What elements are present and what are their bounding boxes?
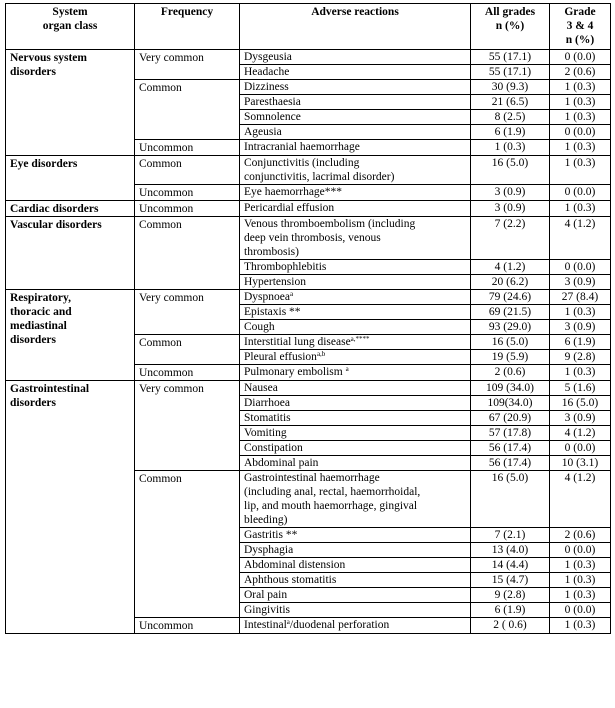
soc-eye-disorders: Eye disorders	[6, 156, 135, 201]
reaction-name: Venous thromboembolism (including deep vein thrombosis, venous thrombosis)	[240, 217, 471, 260]
frequency-cell: Common	[135, 80, 240, 140]
reaction-name: Somnolence	[240, 110, 471, 125]
all-grades-value: 16 (5.0)	[471, 335, 550, 350]
all-grades-value: 16 (5.0)	[471, 471, 550, 528]
all-grades-value: 4 (1.2)	[471, 260, 550, 275]
soc-respiratory-disorders: Respiratory, thoracic and mediastinal disorders	[6, 290, 135, 381]
reaction-name: Thrombophlebitis	[240, 260, 471, 275]
grade34-value: 1 (0.3)	[550, 95, 611, 110]
grade34-value: 27 (8.4)	[550, 290, 611, 305]
grade34-value: 1 (0.3)	[550, 156, 611, 185]
header-all-grades: All grades n (%)	[471, 4, 550, 50]
grade34-value: 3 (0.9)	[550, 411, 611, 426]
grade34-value: 2 (0.6)	[550, 65, 611, 80]
reaction-name: Dizziness	[240, 80, 471, 95]
header-frequency: Frequency	[135, 4, 240, 50]
grade34-value: 0 (0.0)	[550, 603, 611, 618]
grade34-value: 1 (0.3)	[550, 201, 611, 217]
all-grades-value: 30 (9.3)	[471, 80, 550, 95]
header-grade-3-4: Grade 3 & 4 n (%)	[550, 4, 611, 50]
grade34-value: 5 (1.6)	[550, 381, 611, 396]
all-grades-value: 13 (4.0)	[471, 543, 550, 558]
frequency-cell: Uncommon	[135, 618, 240, 634]
reaction-name: Conjunctivitis (including conjunctivitis, lacrimal disorder)	[240, 156, 471, 185]
reaction-name: Eye haemorrhage***	[240, 185, 471, 201]
reaction-name: Interstitial lung disease$^{a,****}$	[240, 335, 471, 350]
frequency-cell: Very common	[135, 381, 240, 471]
reaction-name: Intestinal$^a$/duodenal perforation	[240, 618, 471, 634]
frequency-cell: Uncommon	[135, 201, 240, 217]
grade34-value: 16 (5.0)	[550, 396, 611, 411]
frequency-cell: Uncommon	[135, 185, 240, 201]
reaction-name: Intracranial haemorrhage	[240, 140, 471, 156]
frequency-cell: Very common	[135, 290, 240, 335]
all-grades-value: 1 (0.3)	[471, 140, 550, 156]
all-grades-value: 7 (2.2)	[471, 217, 550, 260]
table-row	[6, 217, 611, 260]
all-grades-value: 6 (1.9)	[471, 125, 550, 140]
reaction-name: Pulmonary embolism $^a$	[240, 365, 471, 381]
grade34-value: 0 (0.0)	[550, 50, 611, 65]
all-grades-value: 15 (4.7)	[471, 573, 550, 588]
all-grades-value: 16 (5.0)	[471, 156, 550, 185]
grade34-value: 2 (0.6)	[550, 528, 611, 543]
grade34-value: 3 (0.9)	[550, 320, 611, 335]
all-grades-value: 20 (6.2)	[471, 275, 550, 290]
reaction-name: Vomiting	[240, 426, 471, 441]
all-grades-value: 6 (1.9)	[471, 603, 550, 618]
table-row	[6, 50, 611, 65]
header-row	[6, 4, 611, 50]
grade34-value: 4 (1.2)	[550, 426, 611, 441]
all-grades-value: 109 (34.0)	[471, 381, 550, 396]
grade34-value: 9 (2.8)	[550, 350, 611, 365]
header-adverse-reactions: Adverse reactions	[240, 4, 471, 50]
all-grades-value: 56 (17.4)	[471, 456, 550, 471]
grade34-value: 0 (0.0)	[550, 125, 611, 140]
reaction-name: Aphthous stomatitis	[240, 573, 471, 588]
table-row	[6, 201, 611, 217]
reaction-name: Paresthaesia	[240, 95, 471, 110]
all-grades-value: 2 ( 0.6)	[471, 618, 550, 634]
frequency-cell: Common	[135, 217, 240, 290]
frequency-cell: Common	[135, 335, 240, 365]
header-soc: System organ class	[6, 4, 135, 50]
frequency-cell: Uncommon	[135, 365, 240, 381]
reaction-name: Headache	[240, 65, 471, 80]
grade34-value: 0 (0.0)	[550, 543, 611, 558]
all-grades-value: 109(34.0)	[471, 396, 550, 411]
all-grades-value: 55 (17.1)	[471, 50, 550, 65]
reaction-name: Hypertension	[240, 275, 471, 290]
all-grades-value: 57 (17.8)	[471, 426, 550, 441]
grade34-value: 10 (3.1)	[550, 456, 611, 471]
reaction-name: Abdominal distension	[240, 558, 471, 573]
all-grades-value: 2 (0.6)	[471, 365, 550, 381]
all-grades-value: 56 (17.4)	[471, 441, 550, 456]
grade34-value: 0 (0.0)	[550, 185, 611, 201]
reaction-name: Diarrhoea	[240, 396, 471, 411]
reaction-name: Gastritis **	[240, 528, 471, 543]
grade34-value: 1 (0.3)	[550, 588, 611, 603]
frequency-cell: Common	[135, 471, 240, 618]
all-grades-value: 55 (17.1)	[471, 65, 550, 80]
table-row	[6, 290, 611, 305]
grade34-value: 1 (0.3)	[550, 305, 611, 320]
table-row	[6, 156, 611, 185]
reaction-name: Cough	[240, 320, 471, 335]
reaction-name: Dyspnoea$^a$	[240, 290, 471, 305]
grade34-value: 6 (1.9)	[550, 335, 611, 350]
reaction-name: Stomatitis	[240, 411, 471, 426]
grade34-value: 0 (0.0)	[550, 441, 611, 456]
all-grades-value: 21 (6.5)	[471, 95, 550, 110]
reaction-name: Abdominal pain	[240, 456, 471, 471]
table-row	[6, 381, 611, 396]
all-grades-value: 3 (0.9)	[471, 201, 550, 217]
grade34-value: 1 (0.3)	[550, 110, 611, 125]
grade34-value: 1 (0.3)	[550, 80, 611, 95]
frequency-cell: Common	[135, 156, 240, 185]
grade34-value: 1 (0.3)	[550, 558, 611, 573]
grade34-value: 1 (0.3)	[550, 140, 611, 156]
reaction-name: Ageusia	[240, 125, 471, 140]
reaction-name: Epistaxis **	[240, 305, 471, 320]
reaction-name: Pleural effusion$^{a,b}$	[240, 350, 471, 365]
all-grades-value: 8 (2.5)	[471, 110, 550, 125]
adverse-reactions-table	[5, 3, 611, 634]
soc-gastrointestinal-disorders: Gastrointestinal disorders	[6, 381, 135, 634]
grade34-value: 4 (1.2)	[550, 217, 611, 260]
grade34-value: 1 (0.3)	[550, 365, 611, 381]
all-grades-value: 14 (4.4)	[471, 558, 550, 573]
soc-nervous-system: Nervous system disorders	[6, 50, 135, 156]
soc-cardiac-disorders: Cardiac disorders	[6, 201, 135, 217]
all-grades-value: 9 (2.8)	[471, 588, 550, 603]
reaction-name: Gingivitis	[240, 603, 471, 618]
frequency-cell: Very common	[135, 50, 240, 80]
grade34-value: 1 (0.3)	[550, 573, 611, 588]
soc-vascular-disorders: Vascular disorders	[6, 217, 135, 290]
all-grades-value: 3 (0.9)	[471, 185, 550, 201]
all-grades-value: 7 (2.1)	[471, 528, 550, 543]
all-grades-value: 69 (21.5)	[471, 305, 550, 320]
reaction-name: Constipation	[240, 441, 471, 456]
all-grades-value: 93 (29.0)	[471, 320, 550, 335]
all-grades-value: 19 (5.9)	[471, 350, 550, 365]
grade34-value: 3 (0.9)	[550, 275, 611, 290]
grade34-value: 1 (0.3)	[550, 618, 611, 634]
all-grades-value: 67 (20.9)	[471, 411, 550, 426]
frequency-cell: Uncommon	[135, 140, 240, 156]
reaction-name: Nausea	[240, 381, 471, 396]
reaction-name: Pericardial effusion	[240, 201, 471, 217]
grade34-value: 4 (1.2)	[550, 471, 611, 528]
reaction-name: Dysphagia	[240, 543, 471, 558]
reaction-name: Gastrointestinal haemorrhage (including anal, rectal, haemorrhoidal, lip, and mouth haemorrhage, gingival bleeding)	[240, 471, 471, 528]
reaction-name: Dysgeusia	[240, 50, 471, 65]
all-grades-value: 79 (24.6)	[471, 290, 550, 305]
reaction-name: Oral pain	[240, 588, 471, 603]
grade34-value: 0 (0.0)	[550, 260, 611, 275]
